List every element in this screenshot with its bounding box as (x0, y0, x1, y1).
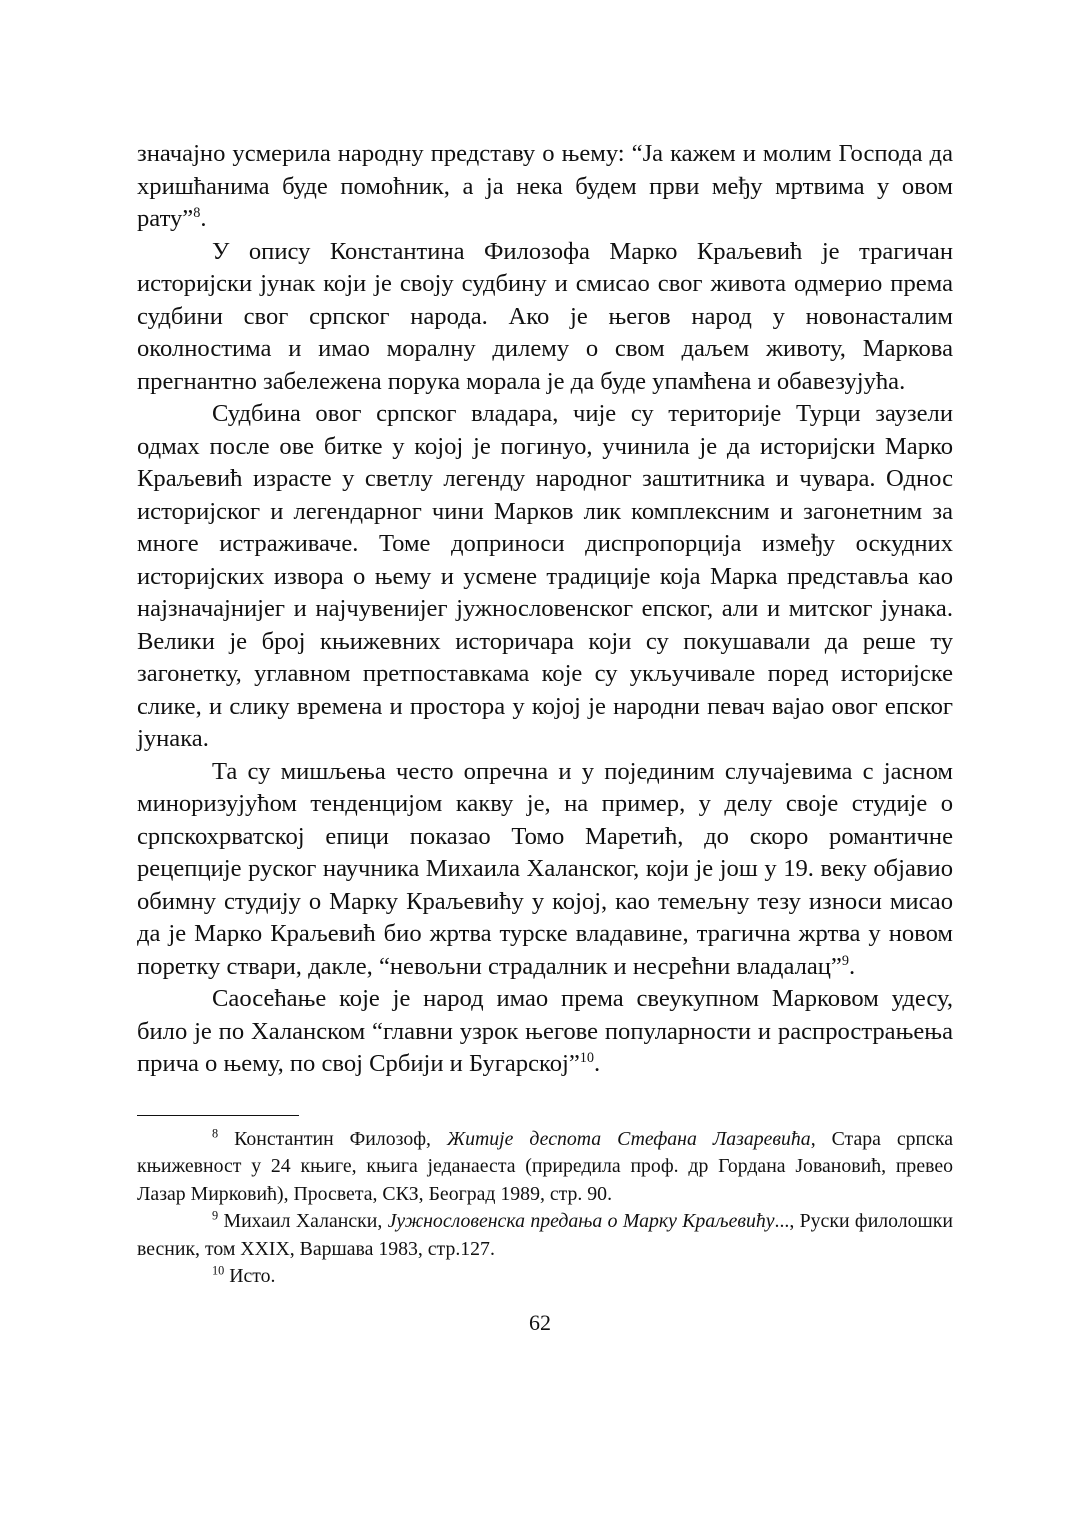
footnote-mark: 8 (212, 1125, 219, 1140)
footnote-text: Константин Филозоф, (218, 1127, 447, 1150)
paragraph-4 (137, 756, 953, 984)
footnote-title: Јужнословенска предања о Марку Краљевићу (387, 1210, 775, 1232)
paragraph-text: . (200, 205, 207, 232)
paragraph-2: У опису Константина Филозофа Марко Краљевић је трагичан историјски јунак који је своју судбину и смисао свог живота одмерио према судбини свог српског народа. Ако је његов народ у новонасталим околностима и имао моралну дилему о свом даљем животу, Маркова прегнантно забележена порука морала је да буде упамћена и обавезујућа. (137, 237, 953, 395)
footnote-ref-9[interactable]: 9 (841, 952, 849, 969)
footnote-text: ..., Руски филолошки весник, том XXIX, Варшава 1983, стр.127. (137, 1210, 953, 1260)
body-text (137, 138, 953, 1081)
paragraph-text: Саосећање које је народ имао према свеукупном Марковом удесу, било је по Халанском “главни узрок његове популарности и распрострањења прича о њему, по свој Србији и Бугарској” (137, 985, 953, 1077)
paragraph-5 (137, 983, 953, 1081)
paragraph-text: . (593, 1050, 601, 1077)
footnote-text: Михаил Халански, (218, 1210, 388, 1232)
footnote-8 (137, 1126, 953, 1209)
paragraph-text: Та су мишљења често опречна и у појединим случајевима с јасном миноризујућом тенденцијом какву је, на пример, у делу своје студије о српскохрватској епици показао Томо Маретић, до скоро романтичне рецепције руског научника Михаила Халанског, који је још у 19. веку објавио обимну студију о Марку Краљевићу у којој, као темељну тезу износи мисао да је Марко Краљевић био жртва турске владавине, трагична жртва у новом поретку ствари, дакле, “невољни страдалник и несрећни владалац” (137, 757, 953, 980)
footnote-title: Житије деспота Стефана Лазаревића (446, 1127, 811, 1150)
footnote-mark: 10 (212, 1263, 225, 1278)
paragraph-text: значајно усмерила народну представу о њему: “Ја кажем и молим Господа да хришћанима буде помоћник, а ја нека будем први међу мртвима у овом рату” (137, 140, 953, 232)
footnote-mark: 9 (212, 1208, 219, 1223)
page-number: 62 (529, 1310, 551, 1335)
footnote-ref-8[interactable]: 8 (193, 204, 201, 221)
paragraph-text: . (848, 952, 856, 980)
footnote-separator (137, 1115, 299, 1116)
footnote-10 (137, 1263, 953, 1291)
footnote-9 (137, 1208, 953, 1263)
paragraph-1 (137, 138, 953, 236)
footnote-text: Исто. (224, 1265, 276, 1287)
paragraph-3: Судбина овог српског владара, чије су територије Турци заузели одмах после ове битке у којој је погинуо, учинила је да историјски Марко Краљевић израсте у светлу легенду народног заштитника и чувара. Однос историјског и легендарног чини Марков лик комплексним и загонетним за многе истраживаче. Томе доприноси диспропорција између оскудних историјских извора о њему и усмене традиције која Марка представља као најзначајнијег и најчувенијег јужнословенског епског, али и митског јунака. Велики је број књижевних историчара који су покушавали да реше ту загонетку, углавном претпоставкама које су укључивале поред историјске слике, и слику времена и простора у којој је народни певач вајао овог епског јунака. (137, 400, 953, 752)
page (137, 138, 953, 1291)
footnotes (137, 1126, 953, 1291)
footnote-ref-10[interactable]: 10 (579, 1049, 594, 1066)
footnote-text: , Стара српска књижевност у 24 књиге, књига једанаеста (приредила проф. др Гордана Јовановић, превео Лазар Мирковић), Просвета, СКЗ, Београд 1989, стр. 90. (137, 1127, 954, 1205)
